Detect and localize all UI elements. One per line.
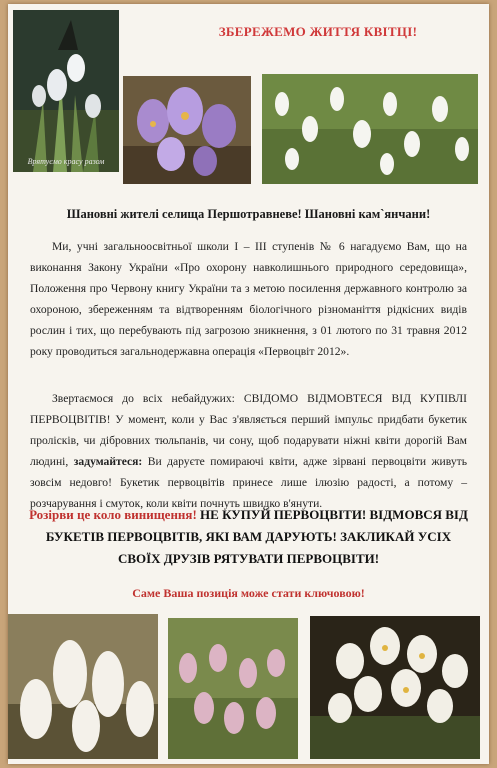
closing-line: Саме Ваша позиція може стати ключовою!	[132, 586, 365, 600]
greeting-heading: Шановні жителі селища Першотравневе! Шановні кам`янчани!	[66, 207, 431, 221]
call-black-text: НЕ КУПУЙ ПЕРВОЦВІТИ! ВІДМОВСЯ ВІД БУКЕТІВ ПЕРВОЦВІТІВ, ЯКІ ВАМ ДАРУЮТЬ! ЗАКЛИКАЙ УСІХ СВОЇХ ДРУЗІВ РЯТУВАТИ ПЕРВОЦВІТИ!	[45, 507, 468, 566]
call-red-text: Розірви це коло винищення!	[29, 507, 197, 522]
appeal-lead: Звертаємося до всіх небайдужих: СВІДОМО ВІДМОВТЕСЯ ВІД КУПІВЛІ ПЕРВОЦВІТІВ! У момент, коли у Вас з'являється перший імпульс придбати букетик пролісків, чи дібровних тюльпанів, чи сону, щоб подарувати ніжні квіти дорогій Вам людині,	[30, 392, 467, 468]
appeal-tail: Ви даруєте помираючі квіти, адже зірвані первоцвіти живуть зовсім недовго! Букетик первоцвітів принесе лише ілюзію радості, а потому – розчарування і смуток, коли квіти почнуть швидко в'янути.	[30, 455, 467, 510]
leaflet-sheet	[8, 4, 489, 764]
crocus-bunch-photo	[310, 616, 480, 759]
snowdrop-photo	[13, 10, 119, 172]
snowdrops-field-photo	[262, 74, 478, 184]
pink-crocus-photo	[168, 618, 298, 759]
appeal-emphasis: задумайтеся:	[73, 455, 143, 468]
paragraph-law: Ми, учні загальноосвітньої школи І – ІІІ ступенів № 6 нагадуємо Вам, що на виконання Закону України «Про охорону навколишнього природного середовища», Положення про Червону книгу України та з метою посилення державного контролю за охороною, збереженням та відтворенням біологічного різноманіття рідкісних видів рослин і тих, що перебувають під загрозою зникнення, з 01 лютого по 31 травня 2012 року проводиться загальнодержавна операція «Первоцвіт 2012».	[30, 240, 467, 358]
page-title: ЗБЕРЕЖЕМО ЖИТТЯ КВІТЦІ!	[218, 24, 418, 39]
crocus-photo	[123, 76, 251, 184]
white-crocus-photo	[8, 614, 158, 759]
photo-caption: Врятуємо красу разом	[27, 157, 105, 166]
paragraph-appeal	[30, 388, 467, 514]
call-to-action	[26, 504, 471, 570]
